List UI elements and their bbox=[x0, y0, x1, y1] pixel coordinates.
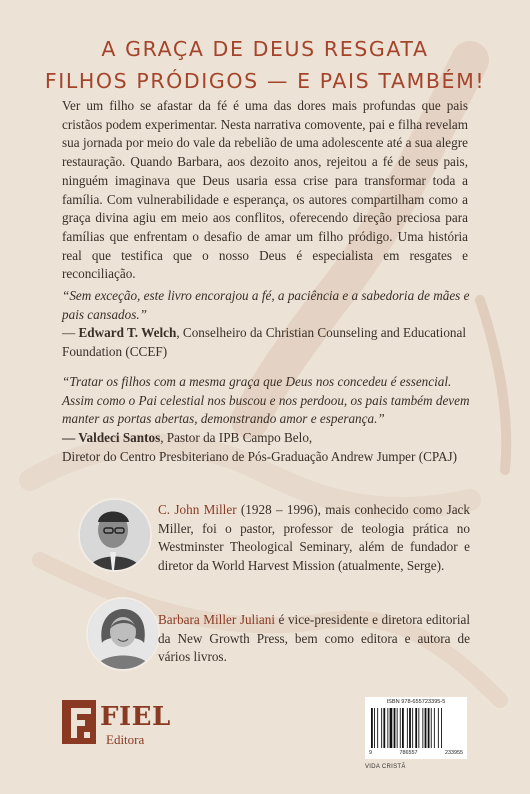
barcode-digits-3: 233955 bbox=[445, 750, 463, 756]
author-name: C. John Miller bbox=[158, 502, 237, 517]
dash: — bbox=[62, 325, 79, 341]
endorsement-attribution bbox=[62, 324, 472, 361]
publisher-name: FIEL bbox=[100, 702, 171, 732]
author-portrait-icon bbox=[88, 599, 158, 669]
endorser-name: Valdeci Santos bbox=[78, 430, 161, 446]
barcode-digit-1: 9 bbox=[369, 750, 372, 756]
barcode-digits-2: 786557 bbox=[399, 750, 418, 756]
dash: — bbox=[62, 430, 79, 446]
headline-line-2: FILHOS PRÓDIGOS — E PAIS TAMBÉM! bbox=[44, 69, 486, 93]
author-bio-c-john-miller bbox=[158, 501, 470, 576]
author-photo-barbara-juliani bbox=[86, 597, 160, 671]
endorsement-santos bbox=[62, 373, 472, 467]
book-description: Ver um filho se afastar da fé é uma das dores mais profundas que pais cristãos podem experimentar. Nesta narrativa comovente, pai e filha revelam sua jornada por meio do vale da rebelião de uma adolescente até a sua alegre restauração. Quando Barbara, aos dezoito anos, rejeitou a fé de seus pais, ninguém imaginava que Deus usaria essa crise para transformar toda a família. Com vulnerabilidade e esperança, os autores compartilham como a graça divina agiu em meio aos conflitos, oferecendo direção preciosa para famílias que enfrentam o desafio de amar um filho pródigo. Uma história real que testifica que o nosso Deus é especialista em resgates e reconciliação. bbox=[62, 98, 468, 282]
publisher-logo bbox=[62, 700, 202, 748]
author-bio-text: é vice-presidente e diretora editorial da New Growth Press, bem como editora e autora de vários livros. bbox=[158, 612, 470, 665]
endorsement-welch bbox=[62, 287, 472, 362]
isbn-text: ISBN 978-655723395-5 bbox=[386, 699, 446, 705]
headline bbox=[0, 33, 530, 97]
endorsement-text: “Tratar os filhos com a mesma graça que Deus nos concedeu é essencial. Assim como o Pai celestial nos buscou e nos perdoou, os pais também devem manter as portas abertas, demonstrando amor e esperança.” bbox=[62, 374, 470, 427]
barcode bbox=[365, 697, 467, 759]
endorsement-text: “Sem exceção, este livro encorajou a fé, a paciência e a sabedoria de mães e pais cansados.” bbox=[62, 288, 470, 322]
endorser-name: Edward T. Welch bbox=[78, 325, 177, 341]
barcode-bars-icon bbox=[369, 708, 463, 748]
barcode-digits bbox=[365, 750, 467, 756]
endorser-role: , Conselheiro da Christian Counseling and Educational Foundation (CCEF) bbox=[62, 325, 467, 360]
endorser-role: , Pastor da IPB Campo Belo, bbox=[160, 430, 313, 446]
category-label: VIDA CRISTÃ bbox=[365, 764, 406, 770]
endorser-role-line-2: Diretor do Centro Presbiteriano de Pós-Graduação Andrew Jumper (CPAJ) bbox=[62, 448, 458, 464]
author-name: Barbara Miller Juliani bbox=[158, 612, 275, 627]
headline-line-1: A GRAÇA DE DEUS RESGATA bbox=[101, 37, 429, 61]
author-bio-barbara-juliani bbox=[158, 611, 470, 667]
fiel-logo-icon bbox=[62, 700, 96, 744]
author-photo-c-john-miller bbox=[78, 498, 152, 572]
author-bio-text: (1928 – 1996), mais conhecido como Jack Miller, foi o pastor, professor de teologia prática no Westminster Theological Seminary, além de fundador e diretor da World Harvest Mission (atualmente, Serge). bbox=[158, 502, 470, 574]
endorsement-attribution bbox=[62, 429, 472, 448]
publisher-sub: Editora bbox=[106, 732, 145, 747]
author-portrait-icon bbox=[80, 500, 150, 570]
